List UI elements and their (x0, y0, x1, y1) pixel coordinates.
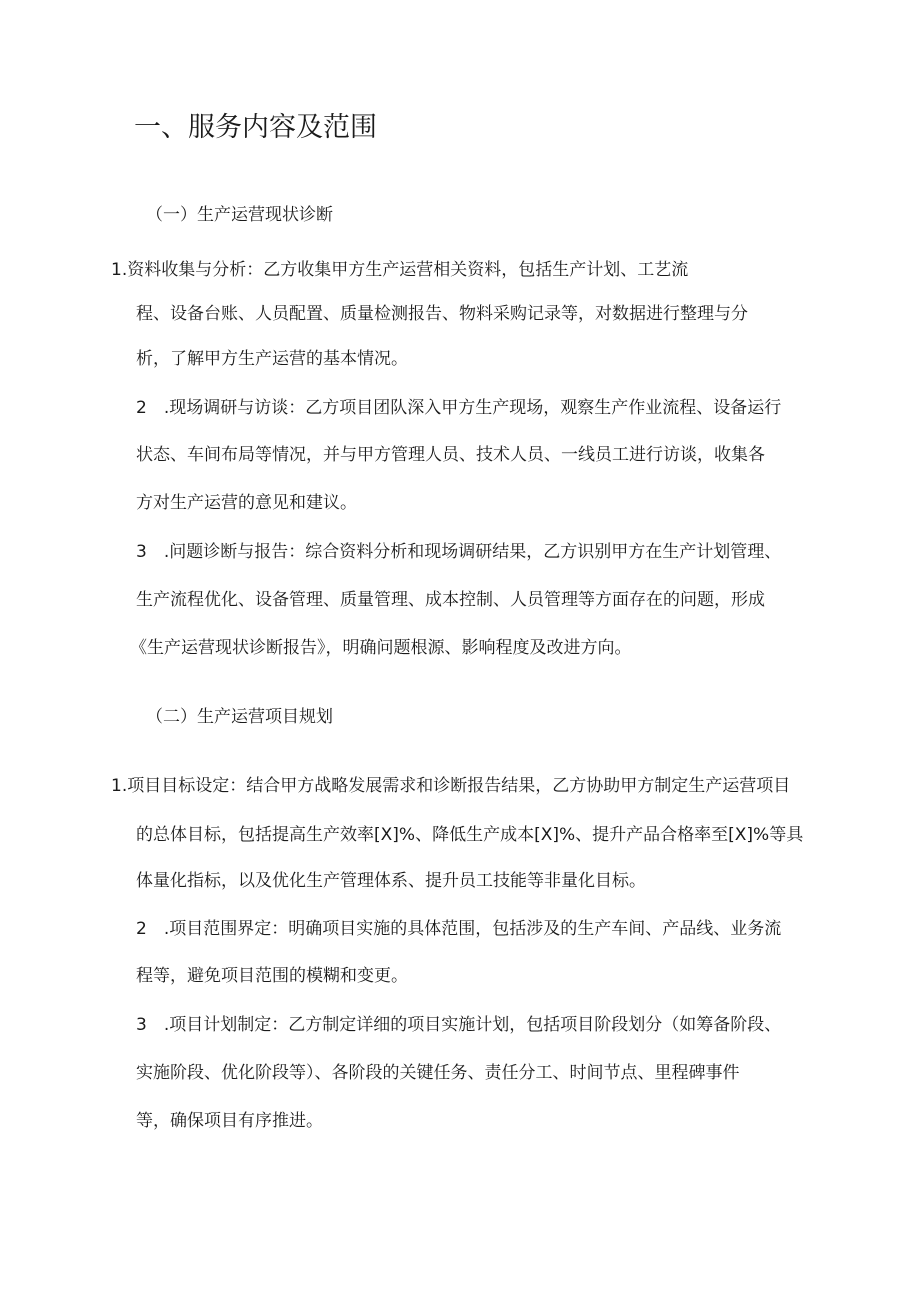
section-title-2: （二）生产运营项目规划 (146, 707, 333, 727)
page-title: 一、服务内容及范围 (134, 112, 377, 143)
paragraph-line: 1.资料收集与分析：乙方收集甲方生产运营相关资料，包括生产计划、工艺流 (111, 260, 689, 280)
paragraph-line: 方对生产运营的意见和建议。 (136, 493, 357, 513)
paragraph-line: 体量化指标，以及优化生产管理体系、提升员工技能等非量化目标。 (136, 871, 646, 891)
paragraph-line: 《生产运营现状诊断报告》，明确问题根源、影响程度及改进方向。 (130, 638, 632, 658)
section-title-1: （一）生产运营现状诊断 (146, 205, 333, 225)
paragraph-line: 1.项目目标设定：结合甲方战略发展需求和诊断报告结果，乙方协助甲方制定生产运营项目 (111, 776, 791, 796)
paragraph-line: 3 .项目计划制定：乙方制定详细的项目实施计划，包括项目阶段划分（如筹备阶段、 (136, 1015, 782, 1035)
paragraph-line: 生产流程优化、设备管理、质量管理、成本控制、人员管理等方面存在的问题，形成 (136, 590, 765, 610)
paragraph-line: 析，了解甲方生产运营的基本情况。 (136, 349, 408, 369)
paragraph-line: 程、设备台账、人员配置、质量检测报告、物料采购记录等，对数据进行整理与分 (136, 304, 748, 324)
paragraph-line: 3 .问题诊断与报告：综合资料分析和现场调研结果，乙方识别甲方在生产计划管理、 (136, 542, 782, 562)
paragraph-line: 2 .现场调研与访谈：乙方项目团队深入甲方生产现场，观察生产作业流程、设备运行 (136, 398, 782, 418)
paragraph-line: 2 .项目范围界定：明确项目实施的具体范围，包括涉及的生产车间、产品线、业务流 (136, 919, 782, 939)
paragraph-line: 的总体目标，包括提高生产效率[X]%、降低生产成本[X]%、提升产品合格率至[X]%等具 (136, 825, 804, 845)
paragraph-line: 实施阶段、优化阶段等）、各阶段的关键任务、责任分工、时间节点、里程碑事件 (136, 1063, 740, 1083)
paragraph-line: 程等，避免项目范围的模糊和变更。 (136, 966, 408, 986)
paragraph-line: 等，确保项目有序推进。 (136, 1111, 323, 1131)
paragraph-line: 状态、车间布局等情况，并与甲方管理人员、技术人员、一线员工进行访谈，收集各 (136, 445, 765, 465)
